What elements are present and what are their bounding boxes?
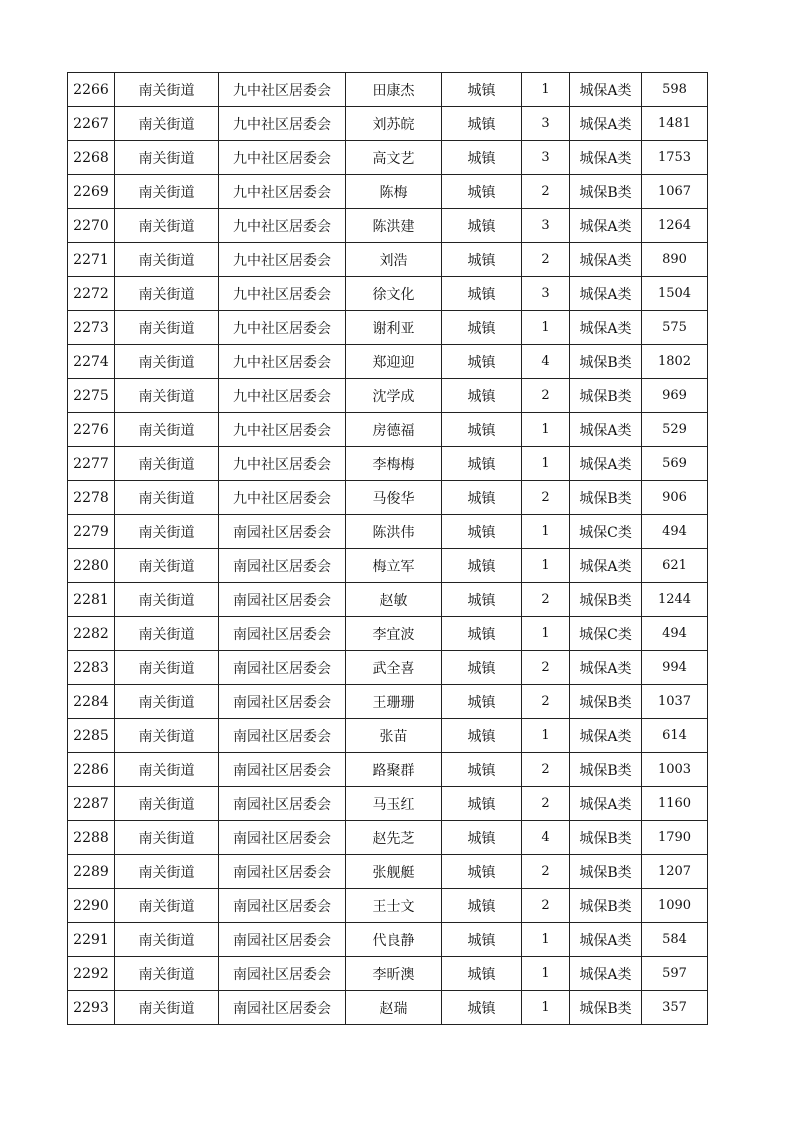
community-cell: 南园社区居委会 xyxy=(219,821,346,855)
street-cell: 南关街道 xyxy=(115,243,219,277)
area-type-cell: 城镇 xyxy=(442,753,522,787)
community-cell: 九中社区居委会 xyxy=(219,311,346,345)
person-name-cell: 田康杰 xyxy=(346,73,442,107)
community-cell: 南园社区居委会 xyxy=(219,923,346,957)
person-name-cell: 陈梅 xyxy=(346,175,442,209)
community-cell: 九中社区居委会 xyxy=(219,175,346,209)
household-members-cell: 2 xyxy=(522,583,570,617)
amount-cell: 969 xyxy=(642,379,708,413)
community-cell: 南园社区居委会 xyxy=(219,549,346,583)
table-row xyxy=(68,549,708,583)
area-type-cell: 城镇 xyxy=(442,345,522,379)
record-id-cell: 2275 xyxy=(68,379,115,413)
insurance-category-cell: 城保A类 xyxy=(570,73,642,107)
street-cell: 南关街道 xyxy=(115,175,219,209)
area-type-cell: 城镇 xyxy=(442,991,522,1025)
street-cell: 南关街道 xyxy=(115,787,219,821)
insurance-category-cell: 城保B类 xyxy=(570,855,642,889)
insurance-category-cell: 城保B类 xyxy=(570,991,642,1025)
household-members-cell: 2 xyxy=(522,175,570,209)
amount-cell: 1244 xyxy=(642,583,708,617)
area-type-cell: 城镇 xyxy=(442,175,522,209)
record-id-cell: 2284 xyxy=(68,685,115,719)
community-cell: 九中社区居委会 xyxy=(219,209,346,243)
person-name-cell: 代良静 xyxy=(346,923,442,957)
record-id-cell: 2279 xyxy=(68,515,115,549)
insurance-category-cell: 城保A类 xyxy=(570,243,642,277)
area-type-cell: 城镇 xyxy=(442,141,522,175)
street-cell: 南关街道 xyxy=(115,277,219,311)
insurance-category-cell: 城保A类 xyxy=(570,787,642,821)
table-row xyxy=(68,413,708,447)
person-name-cell: 郑迎迎 xyxy=(346,345,442,379)
amount-cell: 1090 xyxy=(642,889,708,923)
table-row xyxy=(68,209,708,243)
records-table xyxy=(67,72,708,1025)
record-id-cell: 2276 xyxy=(68,413,115,447)
table-row xyxy=(68,107,708,141)
street-cell: 南关街道 xyxy=(115,617,219,651)
table-row xyxy=(68,753,708,787)
amount-cell: 1067 xyxy=(642,175,708,209)
record-id-cell: 2274 xyxy=(68,345,115,379)
household-members-cell: 1 xyxy=(522,73,570,107)
insurance-category-cell: 城保A类 xyxy=(570,957,642,991)
person-name-cell: 王士文 xyxy=(346,889,442,923)
amount-cell: 584 xyxy=(642,923,708,957)
area-type-cell: 城镇 xyxy=(442,549,522,583)
insurance-category-cell: 城保B类 xyxy=(570,685,642,719)
area-type-cell: 城镇 xyxy=(442,379,522,413)
table-row xyxy=(68,719,708,753)
street-cell: 南关街道 xyxy=(115,719,219,753)
person-name-cell: 武全喜 xyxy=(346,651,442,685)
household-members-cell: 1 xyxy=(522,617,570,651)
insurance-category-cell: 城保C类 xyxy=(570,617,642,651)
area-type-cell: 城镇 xyxy=(442,413,522,447)
amount-cell: 494 xyxy=(642,617,708,651)
table-row xyxy=(68,277,708,311)
table-row xyxy=(68,481,708,515)
person-name-cell: 马玉红 xyxy=(346,787,442,821)
amount-cell: 1003 xyxy=(642,753,708,787)
amount-cell: 1790 xyxy=(642,821,708,855)
person-name-cell: 张舰艇 xyxy=(346,855,442,889)
street-cell: 南关街道 xyxy=(115,855,219,889)
community-cell: 九中社区居委会 xyxy=(219,345,346,379)
insurance-category-cell: 城保A类 xyxy=(570,651,642,685)
household-members-cell: 4 xyxy=(522,345,570,379)
amount-cell: 1802 xyxy=(642,345,708,379)
person-name-cell: 王珊珊 xyxy=(346,685,442,719)
area-type-cell: 城镇 xyxy=(442,583,522,617)
area-type-cell: 城镇 xyxy=(442,107,522,141)
record-id-cell: 2270 xyxy=(68,209,115,243)
amount-cell: 906 xyxy=(642,481,708,515)
amount-cell: 569 xyxy=(642,447,708,481)
table-row xyxy=(68,889,708,923)
insurance-category-cell: 城保A类 xyxy=(570,209,642,243)
records-table-body xyxy=(68,73,708,1025)
insurance-category-cell: 城保A类 xyxy=(570,413,642,447)
insurance-category-cell: 城保A类 xyxy=(570,923,642,957)
record-id-cell: 2293 xyxy=(68,991,115,1025)
household-members-cell: 2 xyxy=(522,889,570,923)
community-cell: 南园社区居委会 xyxy=(219,855,346,889)
household-members-cell: 1 xyxy=(522,311,570,345)
area-type-cell: 城镇 xyxy=(442,821,522,855)
household-members-cell: 1 xyxy=(522,991,570,1025)
area-type-cell: 城镇 xyxy=(442,617,522,651)
household-members-cell: 2 xyxy=(522,481,570,515)
table-row xyxy=(68,243,708,277)
area-type-cell: 城镇 xyxy=(442,685,522,719)
table-row xyxy=(68,379,708,413)
community-cell: 南园社区居委会 xyxy=(219,957,346,991)
table-row xyxy=(68,311,708,345)
table-row xyxy=(68,141,708,175)
amount-cell: 598 xyxy=(642,73,708,107)
street-cell: 南关街道 xyxy=(115,651,219,685)
household-members-cell: 1 xyxy=(522,923,570,957)
amount-cell: 575 xyxy=(642,311,708,345)
insurance-category-cell: 城保B类 xyxy=(570,583,642,617)
community-cell: 九中社区居委会 xyxy=(219,379,346,413)
street-cell: 南关街道 xyxy=(115,447,219,481)
household-members-cell: 1 xyxy=(522,515,570,549)
community-cell: 南园社区居委会 xyxy=(219,685,346,719)
person-name-cell: 赵敏 xyxy=(346,583,442,617)
record-id-cell: 2268 xyxy=(68,141,115,175)
community-cell: 九中社区居委会 xyxy=(219,141,346,175)
insurance-category-cell: 城保B类 xyxy=(570,821,642,855)
street-cell: 南关街道 xyxy=(115,685,219,719)
person-name-cell: 沈学成 xyxy=(346,379,442,413)
insurance-category-cell: 城保B类 xyxy=(570,379,642,413)
record-id-cell: 2286 xyxy=(68,753,115,787)
household-members-cell: 1 xyxy=(522,447,570,481)
record-id-cell: 2287 xyxy=(68,787,115,821)
insurance-category-cell: 城保B类 xyxy=(570,175,642,209)
person-name-cell: 刘苏皖 xyxy=(346,107,442,141)
amount-cell: 1753 xyxy=(642,141,708,175)
household-members-cell: 2 xyxy=(522,753,570,787)
household-members-cell: 3 xyxy=(522,107,570,141)
record-id-cell: 2291 xyxy=(68,923,115,957)
amount-cell: 1264 xyxy=(642,209,708,243)
street-cell: 南关街道 xyxy=(115,923,219,957)
area-type-cell: 城镇 xyxy=(442,209,522,243)
street-cell: 南关街道 xyxy=(115,141,219,175)
table-row xyxy=(68,447,708,481)
area-type-cell: 城镇 xyxy=(442,73,522,107)
area-type-cell: 城镇 xyxy=(442,855,522,889)
insurance-category-cell: 城保A类 xyxy=(570,549,642,583)
amount-cell: 357 xyxy=(642,991,708,1025)
street-cell: 南关街道 xyxy=(115,311,219,345)
amount-cell: 1481 xyxy=(642,107,708,141)
amount-cell: 494 xyxy=(642,515,708,549)
household-members-cell: 3 xyxy=(522,141,570,175)
person-name-cell: 房德福 xyxy=(346,413,442,447)
person-name-cell: 刘浩 xyxy=(346,243,442,277)
person-name-cell: 陈洪建 xyxy=(346,209,442,243)
table-row xyxy=(68,821,708,855)
street-cell: 南关街道 xyxy=(115,821,219,855)
insurance-category-cell: 城保C类 xyxy=(570,515,642,549)
community-cell: 南园社区居委会 xyxy=(219,719,346,753)
person-name-cell: 李昕澳 xyxy=(346,957,442,991)
street-cell: 南关街道 xyxy=(115,345,219,379)
person-name-cell: 李宜波 xyxy=(346,617,442,651)
community-cell: 南园社区居委会 xyxy=(219,753,346,787)
person-name-cell: 赵先芝 xyxy=(346,821,442,855)
table-row xyxy=(68,923,708,957)
area-type-cell: 城镇 xyxy=(442,957,522,991)
street-cell: 南关街道 xyxy=(115,889,219,923)
person-name-cell: 高文艺 xyxy=(346,141,442,175)
area-type-cell: 城镇 xyxy=(442,243,522,277)
street-cell: 南关街道 xyxy=(115,481,219,515)
household-members-cell: 2 xyxy=(522,379,570,413)
record-id-cell: 2292 xyxy=(68,957,115,991)
street-cell: 南关街道 xyxy=(115,583,219,617)
table-row xyxy=(68,685,708,719)
household-members-cell: 2 xyxy=(522,243,570,277)
record-id-cell: 2283 xyxy=(68,651,115,685)
street-cell: 南关街道 xyxy=(115,515,219,549)
record-id-cell: 2271 xyxy=(68,243,115,277)
table-row xyxy=(68,787,708,821)
insurance-category-cell: 城保B类 xyxy=(570,753,642,787)
street-cell: 南关街道 xyxy=(115,957,219,991)
person-name-cell: 张苗 xyxy=(346,719,442,753)
household-members-cell: 2 xyxy=(522,685,570,719)
community-cell: 南园社区居委会 xyxy=(219,583,346,617)
household-members-cell: 2 xyxy=(522,651,570,685)
community-cell: 九中社区居委会 xyxy=(219,73,346,107)
amount-cell: 621 xyxy=(642,549,708,583)
record-id-cell: 2272 xyxy=(68,277,115,311)
community-cell: 南园社区居委会 xyxy=(219,889,346,923)
table-row xyxy=(68,651,708,685)
amount-cell: 1160 xyxy=(642,787,708,821)
household-members-cell: 2 xyxy=(522,787,570,821)
record-id-cell: 2269 xyxy=(68,175,115,209)
table-row xyxy=(68,617,708,651)
amount-cell: 529 xyxy=(642,413,708,447)
area-type-cell: 城镇 xyxy=(442,481,522,515)
insurance-category-cell: 城保B类 xyxy=(570,889,642,923)
insurance-category-cell: 城保B类 xyxy=(570,481,642,515)
insurance-category-cell: 城保A类 xyxy=(570,107,642,141)
community-cell: 南园社区居委会 xyxy=(219,787,346,821)
area-type-cell: 城镇 xyxy=(442,651,522,685)
table-row xyxy=(68,991,708,1025)
community-cell: 九中社区居委会 xyxy=(219,481,346,515)
amount-cell: 1207 xyxy=(642,855,708,889)
street-cell: 南关街道 xyxy=(115,413,219,447)
record-id-cell: 2285 xyxy=(68,719,115,753)
household-members-cell: 1 xyxy=(522,719,570,753)
household-members-cell: 3 xyxy=(522,277,570,311)
record-id-cell: 2267 xyxy=(68,107,115,141)
person-name-cell: 赵瑞 xyxy=(346,991,442,1025)
table-row xyxy=(68,583,708,617)
insurance-category-cell: 城保B类 xyxy=(570,345,642,379)
table-row xyxy=(68,175,708,209)
record-id-cell: 2273 xyxy=(68,311,115,345)
table-row xyxy=(68,515,708,549)
area-type-cell: 城镇 xyxy=(442,889,522,923)
person-name-cell: 李梅梅 xyxy=(346,447,442,481)
street-cell: 南关街道 xyxy=(115,549,219,583)
amount-cell: 1037 xyxy=(642,685,708,719)
area-type-cell: 城镇 xyxy=(442,447,522,481)
area-type-cell: 城镇 xyxy=(442,719,522,753)
street-cell: 南关街道 xyxy=(115,379,219,413)
amount-cell: 597 xyxy=(642,957,708,991)
community-cell: 九中社区居委会 xyxy=(219,447,346,481)
record-id-cell: 2277 xyxy=(68,447,115,481)
person-name-cell: 徐文化 xyxy=(346,277,442,311)
area-type-cell: 城镇 xyxy=(442,277,522,311)
record-id-cell: 2266 xyxy=(68,73,115,107)
household-members-cell: 1 xyxy=(522,957,570,991)
insurance-category-cell: 城保A类 xyxy=(570,719,642,753)
area-type-cell: 城镇 xyxy=(442,923,522,957)
insurance-category-cell: 城保A类 xyxy=(570,141,642,175)
area-type-cell: 城镇 xyxy=(442,787,522,821)
amount-cell: 614 xyxy=(642,719,708,753)
person-name-cell: 路聚群 xyxy=(346,753,442,787)
person-name-cell: 马俊华 xyxy=(346,481,442,515)
household-members-cell: 4 xyxy=(522,821,570,855)
table-row xyxy=(68,345,708,379)
community-cell: 九中社区居委会 xyxy=(219,277,346,311)
table-row xyxy=(68,73,708,107)
household-members-cell: 3 xyxy=(522,209,570,243)
community-cell: 九中社区居委会 xyxy=(219,413,346,447)
community-cell: 南园社区居委会 xyxy=(219,651,346,685)
record-id-cell: 2289 xyxy=(68,855,115,889)
person-name-cell: 陈洪伟 xyxy=(346,515,442,549)
community-cell: 南园社区居委会 xyxy=(219,991,346,1025)
record-id-cell: 2278 xyxy=(68,481,115,515)
community-cell: 南园社区居委会 xyxy=(219,617,346,651)
person-name-cell: 谢利亚 xyxy=(346,311,442,345)
household-members-cell: 1 xyxy=(522,413,570,447)
community-cell: 九中社区居委会 xyxy=(219,243,346,277)
table-row xyxy=(68,957,708,991)
street-cell: 南关街道 xyxy=(115,753,219,787)
amount-cell: 890 xyxy=(642,243,708,277)
street-cell: 南关街道 xyxy=(115,991,219,1025)
community-cell: 南园社区居委会 xyxy=(219,515,346,549)
street-cell: 南关街道 xyxy=(115,73,219,107)
record-id-cell: 2280 xyxy=(68,549,115,583)
insurance-category-cell: 城保A类 xyxy=(570,277,642,311)
street-cell: 南关街道 xyxy=(115,107,219,141)
community-cell: 九中社区居委会 xyxy=(219,107,346,141)
record-id-cell: 2288 xyxy=(68,821,115,855)
record-id-cell: 2282 xyxy=(68,617,115,651)
amount-cell: 1504 xyxy=(642,277,708,311)
street-cell: 南关街道 xyxy=(115,209,219,243)
insurance-category-cell: 城保A类 xyxy=(570,447,642,481)
record-id-cell: 2290 xyxy=(68,889,115,923)
record-id-cell: 2281 xyxy=(68,583,115,617)
table-row xyxy=(68,855,708,889)
person-name-cell: 梅立军 xyxy=(346,549,442,583)
area-type-cell: 城镇 xyxy=(442,311,522,345)
household-members-cell: 2 xyxy=(522,855,570,889)
amount-cell: 994 xyxy=(642,651,708,685)
area-type-cell: 城镇 xyxy=(442,515,522,549)
household-members-cell: 1 xyxy=(522,549,570,583)
insurance-category-cell: 城保A类 xyxy=(570,311,642,345)
